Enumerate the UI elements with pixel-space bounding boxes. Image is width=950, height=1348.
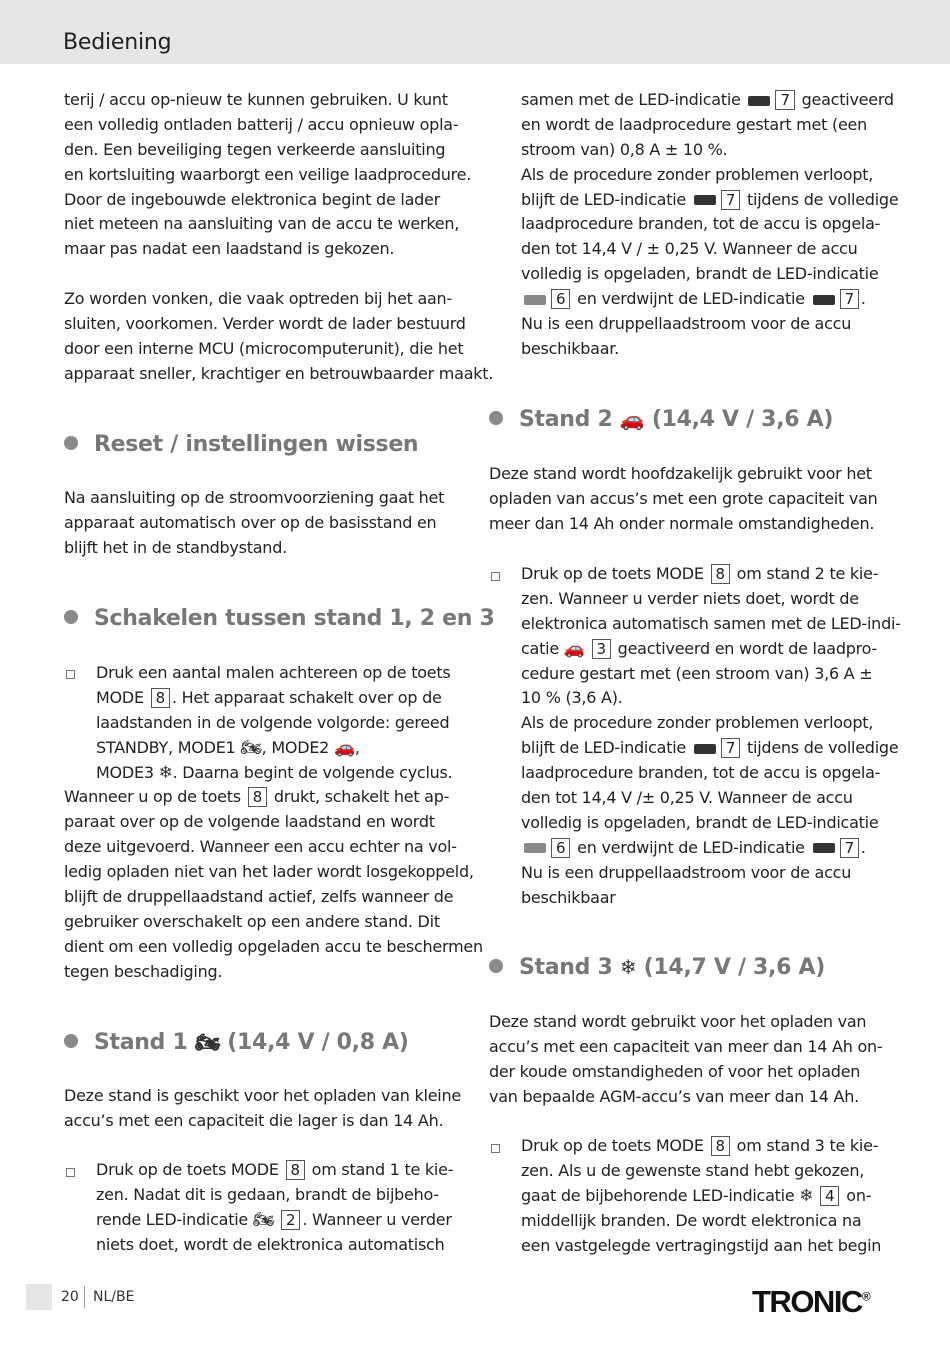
battery-led-icon [813, 843, 835, 853]
paragraph-stand1-continued: samen met de LED-indicatie 7 geactiveerd en wordt de laadprocedure gestart met (een stroom van) 0,8 A ± 10 %. Als de procedure zonder problemen verloopt, blijft de LED-indicatie 7 tijdens de volledige laadprocedure branden, tot de accu is opgela- den tot 14,4 V / ± 0,25 V. Wanneer de accu volledig is opgeladen, brandt de LED-indicatie 6 en verdwijnt de LED-indicatie 7 . Nu is een druppellaadstroom voor de accu beschikbaar. [521, 90, 899, 358]
paragraph-stand3: Deze stand wordt gebruikt voor het opladen van accu’s met een capaciteit van meer dan 14 Ah on- der koude omstandigheden of voor het opladen van bepaalde AGM-accu’s van meer dan 14 Ah. [489, 1012, 883, 1106]
heading-schakelen: Schakelen tussen stand 1, 2 en 3 [64, 606, 495, 631]
led-ref-box: 3 [592, 639, 611, 659]
bullet-dot-icon [64, 436, 78, 450]
key-ref-box: 8 [248, 787, 267, 807]
page-title: Bediening [63, 30, 172, 55]
led-ref-box: 7 [721, 738, 740, 758]
key-ref-box: 8 [711, 564, 730, 584]
paragraph-stand2: Deze stand wordt hoofdzakelijk gebruikt voor het opladen van accus’s met een grote capaciteit van meer dan 14 Ah onder normale omstandigheden. [489, 464, 878, 533]
battery-led-icon [694, 744, 716, 754]
led-ref-box: 4 [820, 1186, 839, 1206]
key-ref-box: 8 [151, 688, 170, 708]
led-ref-box: 7 [775, 90, 794, 110]
snowflake-icon: ❄ [619, 955, 637, 979]
battery-led-icon [694, 195, 716, 205]
right-column [489, 88, 909, 362]
motorcycle-icon: 🏍 [252, 1209, 275, 1230]
footer-divider [84, 1286, 85, 1308]
motorcycle-icon: 🏍 [240, 737, 262, 758]
list-item-stand2: Druk op de toets MODE 8 om stand 2 te kie- zen. Wanneer u verder niets doet, wordt de elektronica automatisch samen met de LED-indi- catie 🚗 3 geactiveerd en wordt de laadpro- cedure gestart met (een stroom van) 3,6 A ± 10 % (3,6 A). Als de procedure zonder problemen verloopt, blijft de LED-indicatie 7 tijdens de volledige laadprocedure branden, tot de accu is opgela- den tot 14,4 V /± 0,25 V. Wanneer de accu volledig is opgeladen, brandt de LED-indicatie 6 en verdwijnt de LED-indicatie 7 . Nu is een druppellaadstroom voor de accu beschikbaar [521, 564, 901, 907]
heading-stand3: Stand 3 ❄ (14,7 V / 3,6 A) [489, 955, 825, 980]
footer-marker [26, 1284, 52, 1310]
list-item-stand1: Druk op de toets MODE 8 om stand 1 te kie- zen. Nadat dit is gedaan, brandt de bijbeho- rende LED-indicatie 🏍 2 . Wanneer u verder niets doet, wordt de elektronica automatisch [96, 1160, 454, 1254]
led-ref-box: 7 [721, 190, 740, 210]
bullet-dot-icon [489, 411, 503, 425]
car-icon: 🚗 [619, 407, 645, 431]
car-icon: 🚗 [563, 638, 585, 659]
led-ref-box: 7 [840, 838, 859, 858]
list-item-stand3: Druk op de toets MODE 8 om stand 3 te kie- zen. Als u de gewenste stand hebt gekozen, gaat de bijbehorende LED-indicatie ❄ 4 on- middellijk branden. De wordt elektronica na een vastgelegde vertragingstijd aan het begin [521, 1136, 882, 1255]
led-ref-box: 2 [281, 1210, 300, 1230]
page-number: 20 [61, 1289, 79, 1305]
motorcycle-icon: 🏍 [194, 1030, 220, 1054]
paragraph-mcu: Zo worden vonken, die vaak optreden bij het aan- sluiten, voorkomen. Verder wordt de lader bestuurd door een interne MCU (microcomputerunit), die het apparaat sneller, krachtiger en betrouwbaarder maakt. [64, 289, 494, 383]
led-ref-box: 6 [551, 838, 570, 858]
language-label: NL/BE [93, 1289, 135, 1305]
heading-stand2: Stand 2 🚗 (14,4 V / 3,6 A) [489, 407, 833, 432]
battery-full-led-icon [524, 843, 546, 853]
car-icon: 🚗 [333, 737, 355, 758]
paragraph-schakelen: Wanneer u op de toets 8 drukt, schakelt het ap- paraat over op de volgende laadstand en wordt deze uitgevoerd. Wanneer een accu echter na vol- ledig opladen niet van het lader wordt losgekoppeld, blijft de druppellaadstand actief, zelfs wanneer de gebruiker overschakelt op een andere stand. Dit dient om een volledig opgeladen accu te beschermen tegen beschadiging. [64, 787, 483, 981]
battery-full-led-icon [524, 295, 546, 305]
heading-reset: Reset / instellingen wissen [64, 432, 418, 457]
led-ref-box: 7 [840, 289, 859, 309]
led-ref-box: 6 [551, 289, 570, 309]
brand-logo: TRONIC® [752, 1284, 871, 1319]
heading-stand1: Stand 1 🏍 (14,4 V / 0,8 A) [64, 1030, 409, 1055]
paragraph-intro: terij / accu op-nieuw te kunnen gebruiken. U kunt een volledig ontladen batterij / accu opnieuw opla- den. Een beveiliging tegen verkeerde aansluiting en kortsluiting waarborgt een veilige laadprocedure. Door de ingebouwde elektronica begint de lader niet meteen na aansluiting van de accu te werken, maar pas nadat een laadstand is gekozen. [64, 90, 472, 259]
snowflake-icon: ❄ [158, 762, 173, 783]
bullet-dot-icon [64, 1034, 78, 1048]
battery-led-icon [813, 295, 835, 305]
left-column [64, 88, 494, 387]
bullet-dot-icon [64, 610, 78, 624]
paragraph-stand1: Deze stand is geschikt voor het opladen van kleine accu’s met een capaciteit die lager is dan 14 Ah. [64, 1086, 461, 1130]
paragraph-reset: Na aansluiting op de stroomvoorziening gaat het apparaat automatisch over op de basisstand en blijft het in de standbystand. [64, 488, 445, 557]
bullet-dot-icon [489, 959, 503, 973]
battery-led-icon [748, 96, 770, 106]
key-ref-box: 8 [711, 1136, 730, 1156]
key-ref-box: 8 [286, 1160, 305, 1180]
list-item-schakelen: Druk een aantal malen achtereen op de toets MODE 8 . Het apparaat schakelt over op de laadstanden in de volgende volgorde: gereed STANDBY, MODE1 🏍, MODE2 🚗, MODE3 ❄. Daarna begint de volgende cyclus. Wanneer u op de toets 8 drukt, schakelt het ap- paraat over op de volgende laadstand en wordt deze uitgevoerd. Wanneer een accu echter na vol- ledig opladen niet van het lader wordt losgekoppeld, blijft de druppellaadstand actief, zelfs wanneer de gebruiker overschakelt op een andere stand. Dit dient om een volledig opgeladen accu te beschermen tegen beschadiging. [64, 661, 474, 985]
snowflake-icon: ❄ [799, 1185, 814, 1206]
